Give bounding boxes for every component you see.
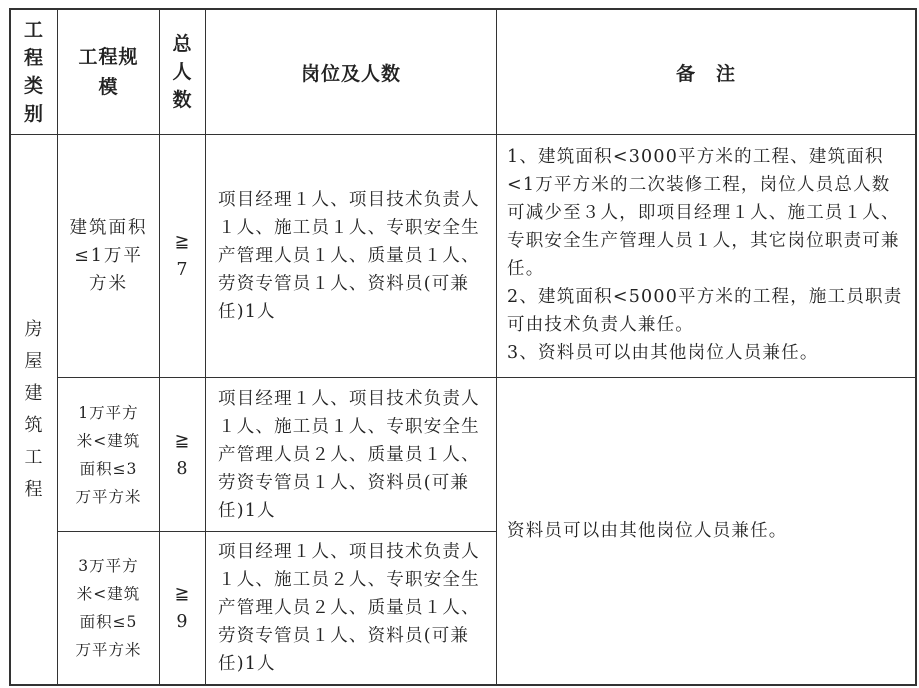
header-remarks — [497, 10, 915, 134]
remark-item-2: 2、建筑面积<5000平方米的工程，施工员职责可由技术负责人兼任。 — [507, 287, 903, 335]
table-border-bottom — [9, 684, 917, 686]
header-remarks-text: 备 注 — [675, 62, 736, 85]
category-cell — [11, 135, 57, 684]
row3-scale-text: 3万平方米<建筑面积≤5万平方米 — [75, 557, 142, 659]
row1-remarks — [497, 135, 915, 377]
remark-item-3: 3、资料员可以由其他岗位人员兼任。 — [507, 343, 819, 363]
category-text: 房屋建筑工程 — [24, 318, 44, 500]
row2-total-text: ≧8 — [174, 430, 191, 479]
row3-total — [160, 532, 205, 684]
row2-scale-text: 1万平方米<建筑面积≤3万平方米 — [75, 403, 142, 506]
row1-remarks-block — [507, 143, 905, 367]
row1-total — [160, 135, 205, 377]
row1-positions-text: 项目经理１人、项目技术负责人１人、施工员１人、专职安全生产管理人员１人、质量员１人、劳资专管员１人、资料员(可兼任)1人 — [218, 190, 480, 322]
header-scale — [58, 10, 159, 134]
row2-positions — [206, 378, 496, 531]
row1-scale — [58, 135, 159, 377]
remark-item-1: 1、建筑面积<3000平方米的工程、建筑面积<1万平方米的二次装修工程，岗位人员总人数可减少至３人，即项目经理１人、施工员１人、专职安全生产管理人员１人，其它岗位职责可兼任。 — [507, 147, 900, 279]
row1-total-text: ≧7 — [174, 232, 191, 280]
row2-total — [160, 378, 205, 531]
row3-total-text: ≧9 — [174, 584, 191, 632]
header-positions — [206, 10, 496, 134]
row3-positions — [206, 532, 496, 684]
merged-remarks-text: 资料员可以由其他岗位人员兼任。 — [507, 521, 788, 541]
row2-scale — [58, 378, 159, 531]
table-border-right — [915, 8, 917, 686]
header-category-text: 工程类别 — [24, 19, 45, 125]
header-total — [160, 10, 205, 134]
row1-positions — [206, 135, 496, 377]
header-total-text: 总人数 — [172, 33, 193, 111]
row2-positions-text: 项目经理１人、项目技术负责人１人、施工员１人、专职安全生产管理人员２人、质量员１人、劳资专管员１人、资料员(可兼任)1人 — [218, 388, 480, 521]
header-positions-text: 岗位及人数 — [300, 62, 401, 85]
header-scale-text: 工程规模 — [78, 46, 139, 98]
header-category — [11, 10, 57, 134]
row1-scale-text: 建筑面积≤1万平方米 — [69, 218, 148, 294]
merged-remarks — [497, 378, 915, 684]
row3-scale — [58, 532, 159, 684]
row3-positions-text: 项目经理１人、项目技术负责人１人、施工员２人、专职安全生产管理人员２人、质量员１人、劳资专管员１人、资料员(可兼任)1人 — [218, 542, 480, 674]
